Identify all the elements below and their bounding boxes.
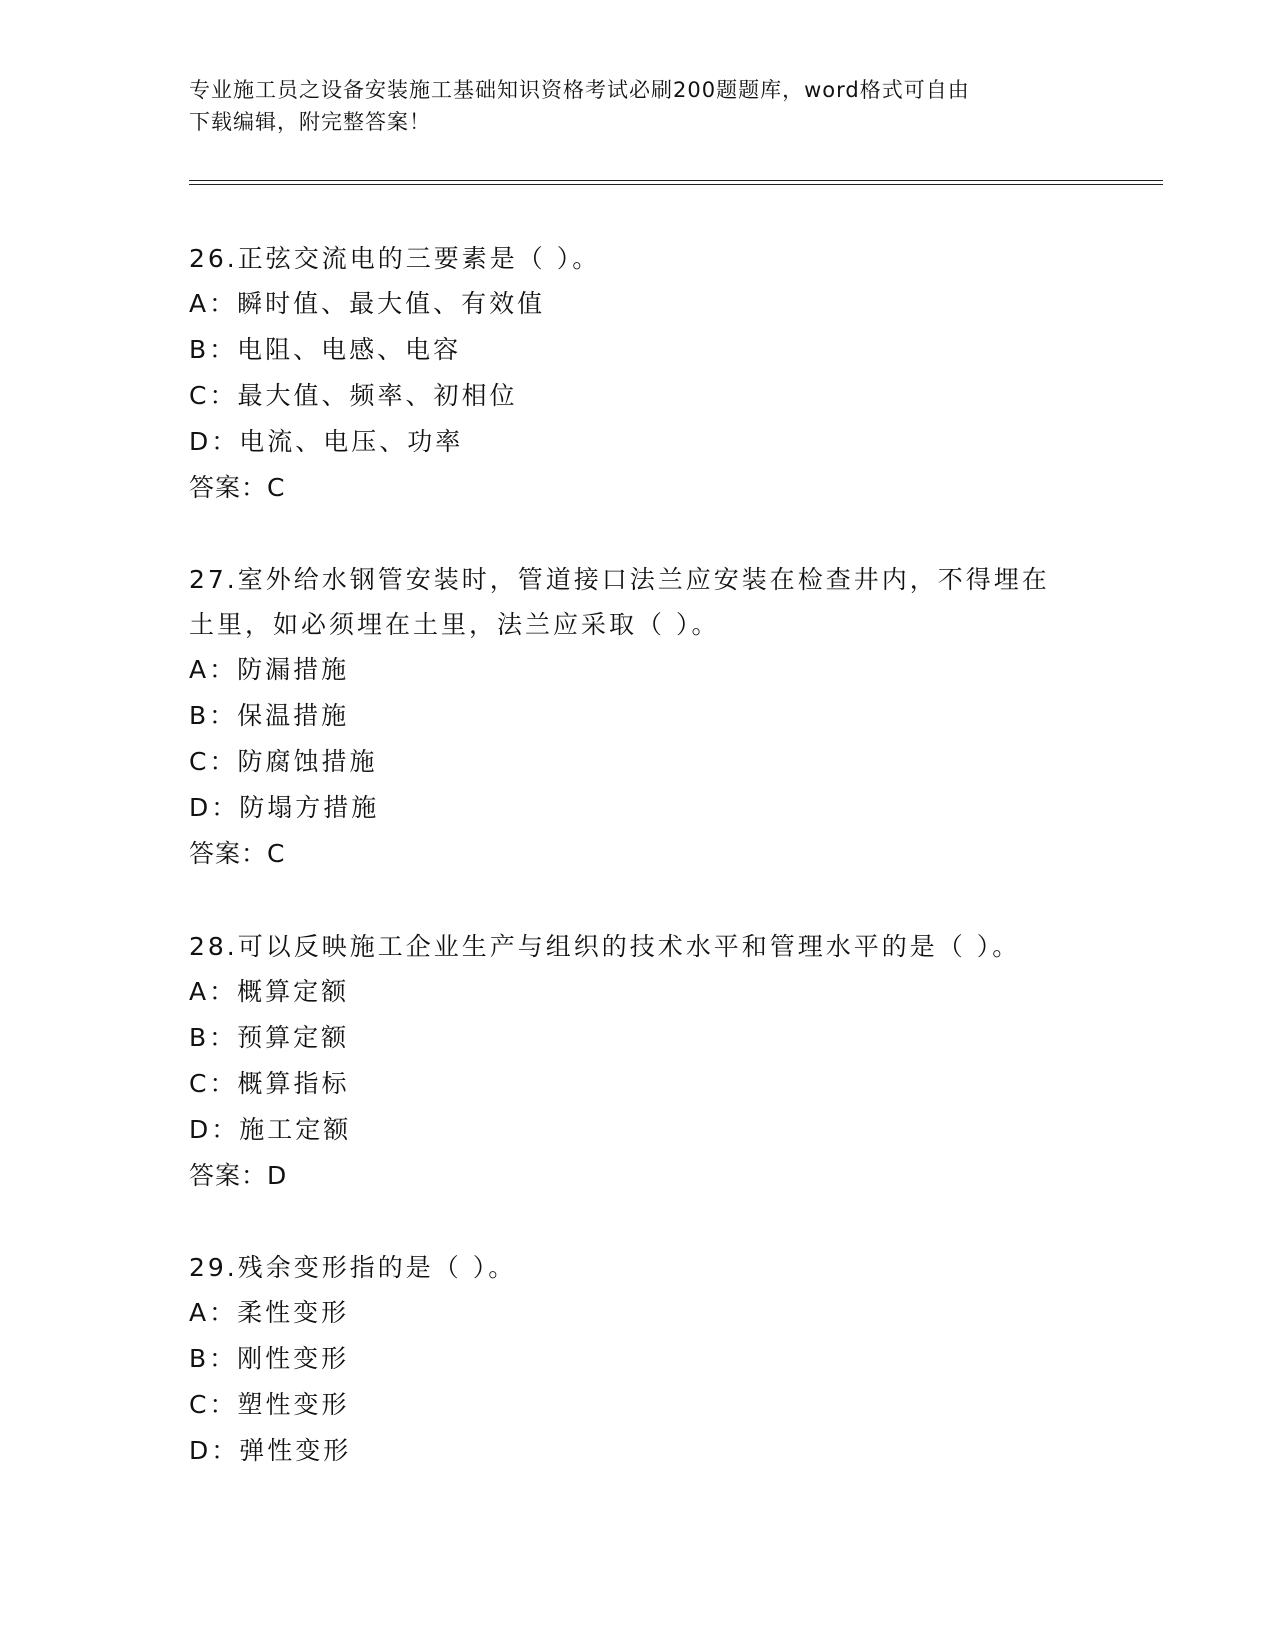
header-divider-top xyxy=(189,180,1163,181)
option-d: D：防塌方措施 xyxy=(189,793,380,822)
option-d: D：施工定额 xyxy=(189,1115,352,1144)
option-b: B：刚性变形 xyxy=(189,1344,350,1373)
option-d: D：弹性变形 xyxy=(189,1436,352,1465)
option-a: A：防漏措施 xyxy=(189,655,350,684)
question-29 xyxy=(189,1245,1089,1474)
question-stem-line-1: 27.室外给水钢管安装时，管道接口法兰应安装在检查井内，不得埋在 xyxy=(189,565,1050,594)
option-c: C：塑性变形 xyxy=(189,1390,350,1419)
question-28 xyxy=(189,924,1089,1199)
option-b: B：电阻、电感、电容 xyxy=(189,335,462,364)
document-header xyxy=(189,74,1089,138)
header-divider-bottom xyxy=(189,184,1163,185)
option-a: A：瞬时值、最大值、有效值 xyxy=(189,289,546,318)
option-c: C：概算指标 xyxy=(189,1069,350,1098)
option-d: D：电流、电压、功率 xyxy=(189,427,464,456)
header-line-1: 专业施工员之设备安装施工基础知识资格考试必刷200题题库，word格式可自由 xyxy=(189,78,970,102)
option-c: C：防腐蚀措施 xyxy=(189,747,378,776)
answer: 答案：C xyxy=(189,839,286,868)
option-a: A：柔性变形 xyxy=(189,1298,350,1327)
option-a: A：概算定额 xyxy=(189,977,350,1006)
option-b: B：保温措施 xyxy=(189,701,350,730)
question-stem: 26.正弦交流电的三要素是（ ）。 xyxy=(189,244,601,273)
question-stem: 29.残余变形指的是（ ）。 xyxy=(189,1253,517,1282)
question-26 xyxy=(189,236,1089,511)
answer: 答案：D xyxy=(189,1161,288,1190)
option-c: C：最大值、频率、初相位 xyxy=(189,381,518,410)
option-b: B：预算定额 xyxy=(189,1023,350,1052)
question-stem-line-2: 土里，如必须埋在土里，法兰应采取（ ）。 xyxy=(189,610,720,639)
header-line-2: 下载编辑，附完整答案！ xyxy=(189,110,431,134)
question-27 xyxy=(189,557,1089,877)
question-stem: 28.可以反映施工企业生产与组织的技术水平和管理水平的是（ ）。 xyxy=(189,932,1021,961)
answer: 答案：C xyxy=(189,473,286,502)
